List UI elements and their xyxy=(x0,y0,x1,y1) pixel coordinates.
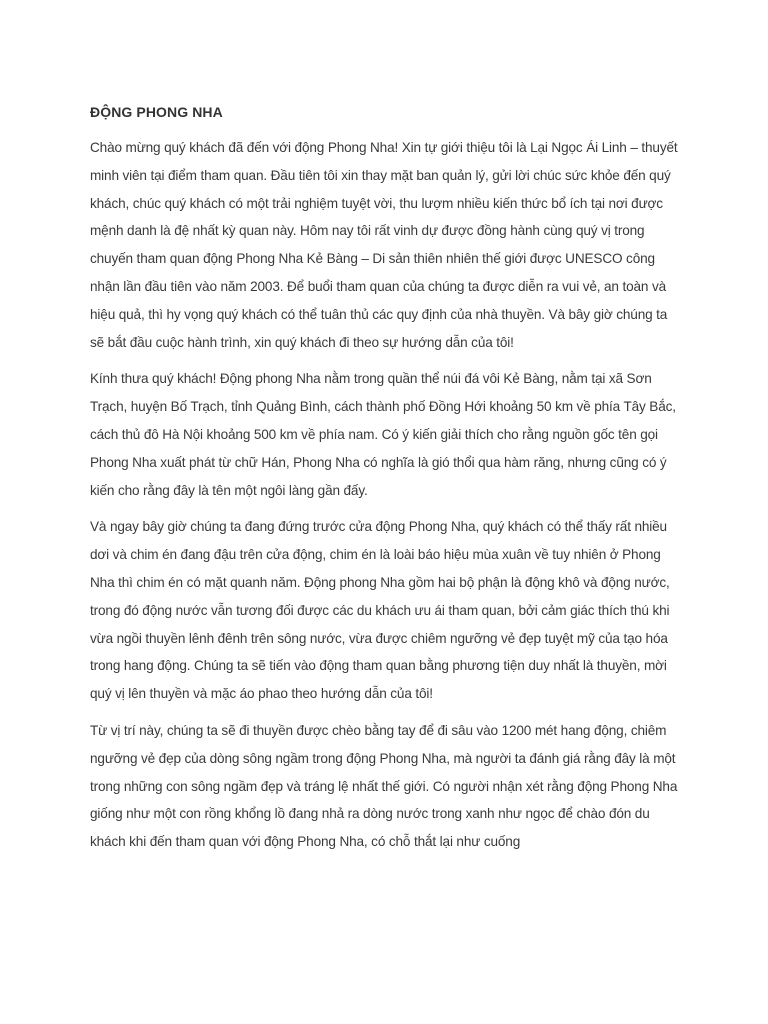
paragraph-location: Kính thưa quý khách! Động phong Nha nằm trong quần thể núi đá vôi Kẻ Bàng, nằm tại xã Sơn Trạch, huyện Bố Trạch, tỉnh Quảng Bình, cách thành phố Đồng Hới khoảng 50 km về phía Tây Bắc, cách thủ đô Hà Nội khoảng 500 km về phía nam. Có ý kiến giải thích cho rằng nguồn gốc tên gọi Phong Nha xuất phát từ chữ Hán, Phong Nha có nghĩa là gió thổi qua hàm răng, nhưng cũng có ý kiến cho rằng đây là tên một ngôi làng gần đấy. xyxy=(90,371,676,498)
paragraph-cave-entrance: Và ngay bây giờ chúng ta đang đứng trước cửa động Phong Nha, quý khách có thể thấy rất nhiều dơi và chim én đang đậu trên cửa động, chim én là loài báo hiệu mùa xuân về tuy nhiên ở Phong Nha thì chim én có mặt quanh năm. Động phong Nha gồm hai bộ phận là động khô và động nước, trong đó động nước vẫn tương đối được các du khách ưu ái tham quan, bởi cảm giác thích thú khi vừa ngồi thuyền lênh đênh trên sông nước, vừa được chiêm ngưỡng vẻ đẹp tuyệt mỹ của tạo hóa trong hang động. Chúng ta sẽ tiến vào động tham quan bằng phương tiện duy nhất là thuyền, mời quý vị lên thuyền và mặc áo phao theo hướng dẫn của tôi! xyxy=(90,519,670,702)
paragraph-welcome: Chào mừng quý khách đã đến với động Phong Nha! Xin tự giới thiệu tôi là Lại Ngọc Ái Linh – thuyết minh viên tại điểm tham quan. Đầu tiên tôi xin thay mặt ban quản lý, gửi lời chúc sức khỏe đến quý khách, chúc quý khách có một trải nghiệm tuyệt vời, thu lượm nhiều kiến thức bổ ích tại nơi được mệnh danh là đệ nhất kỳ quan này. Hôm nay tôi rất vinh dự được đồng hành cùng quý vị trong chuyến tham quan động Phong Nha Kẻ Bàng – Di sản thiên nhiên thế giới được UNESCO công nhận lần đầu tiên vào năm 2003. Để buổi tham quan của chúng ta được diễn ra vui vẻ, an toàn và hiệu quả, thì hy vọng quý khách có thể tuân thủ các quy định của nhà thuyền. Và bây giờ chúng ta sẽ bắt đầu cuộc hành trình, xin quý khách đi theo sự hướng dẫn của tôi! xyxy=(90,140,678,350)
document-page xyxy=(90,100,680,865)
document-title: ĐỘNG PHONG NHA xyxy=(90,104,223,120)
paragraph-boat-trip: Từ vị trí này, chúng ta sẽ đi thuyền được chèo bằng tay để đi sâu vào 1200 mét hang động, chiêm ngưỡng vẻ đẹp của dòng sông ngầm trong động Phong Nha, mà người ta đánh giá rằng đây là một trong những con sông ngầm đẹp và tráng lệ nhất thế giới. Có người nhận xét rằng động Phong Nha giống như một con rồng khổng lồ đang nhả ra dòng nước trong xanh như ngọc để chào đón du khách khi đến tham quan với động Phong Nha, có chỗ thắt lại như cuống xyxy=(90,722,678,850)
